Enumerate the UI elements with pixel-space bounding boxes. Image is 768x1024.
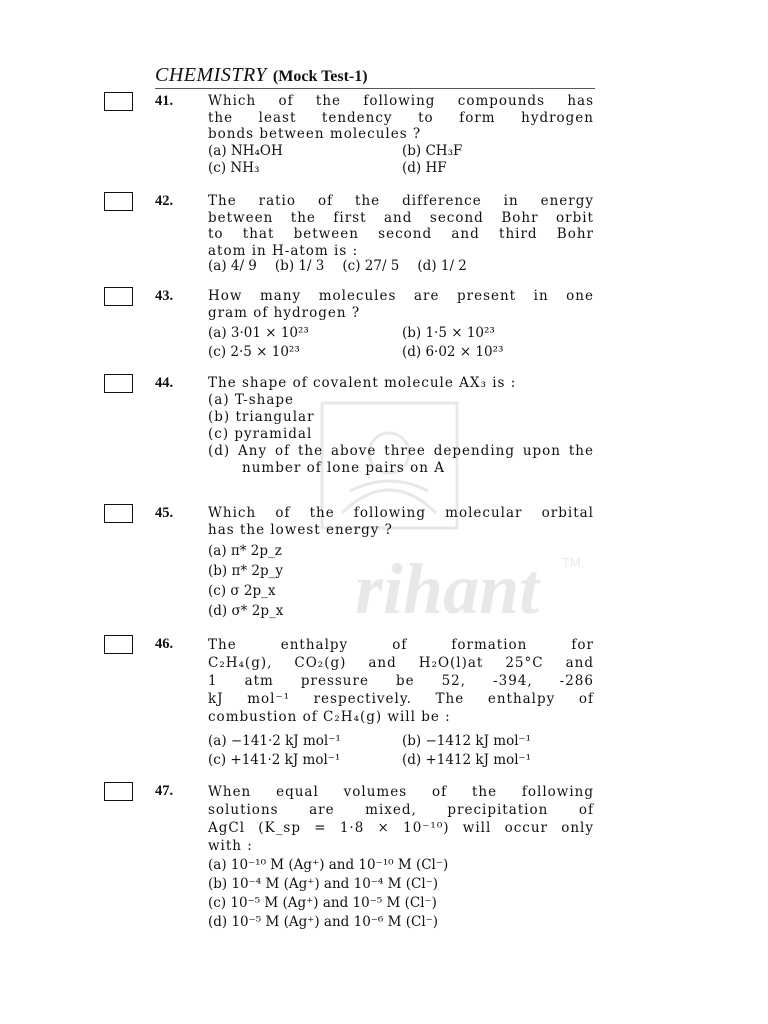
answer-box-42[interactable] bbox=[104, 192, 133, 211]
option-c[interactable]: (c) NH₃ bbox=[208, 160, 260, 176]
watermark-text: rihant bbox=[355, 549, 540, 629]
option-a[interactable]: (a) 3·01 × 10²³ bbox=[208, 325, 309, 341]
option-c[interactable]: (c) pyramidal bbox=[208, 426, 313, 442]
question-options bbox=[208, 143, 598, 177]
question-number: 46. bbox=[155, 636, 174, 652]
option-d[interactable]: (d) σ* 2p_x bbox=[208, 603, 284, 619]
answer-box-47[interactable] bbox=[104, 782, 133, 801]
question-options bbox=[208, 324, 598, 362]
question-text: How many molecules are present in one gram of hydrogen ? bbox=[208, 288, 594, 321]
option-c[interactable]: (c) 10⁻⁵ M (Ag⁺) and 10⁻⁵ M (Cl⁻) bbox=[208, 895, 437, 911]
question-text: The shape of covalent molecule AX₃ is : bbox=[208, 375, 517, 391]
option-b[interactable]: (b) 1·5 × 10²³ bbox=[402, 325, 495, 341]
option-a[interactable]: (a) 10⁻¹⁰ M (Ag⁺) and 10⁻¹⁰ M (Cl⁻) bbox=[208, 857, 449, 873]
option-a[interactable]: (a) 4/ 9 bbox=[208, 258, 257, 274]
question-options bbox=[208, 732, 598, 770]
option-b[interactable]: (b) 10⁻⁴ M (Ag⁺) and 10⁻⁴ M (Cl⁻) bbox=[208, 876, 439, 892]
option-c[interactable]: (c) 2·5 × 10²³ bbox=[208, 344, 300, 360]
question-number: 45. bbox=[155, 505, 174, 521]
question-options bbox=[208, 541, 598, 621]
question-text: When equal volumes of the following solutions are mixed, precipitation of AgCl (K_sp = 1·8 × 10⁻¹⁰) will occur only with : bbox=[208, 784, 594, 854]
option-b[interactable]: (b) π* 2p_y bbox=[208, 563, 283, 579]
option-c[interactable]: (c) 27/ 5 bbox=[342, 258, 400, 274]
question-text: Which of the following molecular orbital has the lowest energy ? bbox=[208, 505, 594, 538]
option-b[interactable]: (b) 1/ 3 bbox=[274, 258, 325, 274]
option-a[interactable]: (a) π* 2p_z bbox=[208, 543, 282, 559]
option-b[interactable]: (b) −1412 kJ mol⁻¹ bbox=[402, 733, 532, 749]
test-name: (Mock Test-1) bbox=[272, 68, 368, 85]
option-a[interactable]: (a) −141·2 kJ mol⁻¹ bbox=[208, 733, 341, 749]
answer-box-43[interactable] bbox=[104, 287, 133, 306]
option-d[interactable]: (d) +1412 kJ mol⁻¹ bbox=[402, 752, 532, 768]
question-text: Which of the following compounds has the least tendency to form hydrogen bonds between molecules ? bbox=[208, 93, 594, 142]
option-d[interactable]: (d) 10⁻⁵ M (Ag⁺) and 10⁻⁶ M (Cl⁻) bbox=[208, 914, 439, 930]
question-number: 43. bbox=[155, 288, 174, 304]
answer-box-41[interactable] bbox=[104, 92, 133, 111]
question-number: 44. bbox=[155, 375, 174, 391]
option-d[interactable]: (d) Any of the above three depending upon the number of lone pairs on A bbox=[208, 443, 594, 476]
answer-box-44[interactable] bbox=[104, 374, 133, 393]
question-options bbox=[208, 258, 598, 275]
option-a[interactable]: (a) NH₄OH bbox=[208, 143, 283, 159]
question-text: The ratio of the difference in energy between the first and second Bohr orbit to that between second and third Bohr atom in H-atom is : bbox=[208, 193, 594, 259]
question-options bbox=[208, 392, 594, 477]
subject-title: CHEMISTRY bbox=[155, 64, 267, 86]
question-options bbox=[208, 856, 598, 932]
answer-box-46[interactable] bbox=[104, 635, 133, 654]
option-c[interactable]: (c) +141·2 kJ mol⁻¹ bbox=[208, 752, 341, 768]
option-d[interactable]: (d) HF bbox=[402, 160, 447, 176]
page-title bbox=[155, 64, 595, 89]
option-d[interactable]: (d) 6·02 × 10²³ bbox=[402, 344, 504, 360]
question-number: 47. bbox=[155, 783, 174, 799]
option-a[interactable]: (a) T-shape bbox=[208, 392, 295, 408]
question-number: 41. bbox=[155, 93, 174, 109]
watermark-tm: TM. bbox=[562, 555, 585, 570]
option-d[interactable]: (d) 1/ 2 bbox=[417, 258, 467, 274]
option-c[interactable]: (c) σ 2p_x bbox=[208, 583, 276, 599]
question-number: 42. bbox=[155, 193, 174, 209]
option-b[interactable]: (b) CH₃F bbox=[402, 143, 463, 159]
question-text: The enthalpy of formation for C₂H₄(g), CO₂(g) and H₂O(l)at 25°C and 1 atm pressure be 52, -394, -286 kJ mol⁻¹ respectively. The enthalpy of combustion of C₂H₄(g) will be : bbox=[208, 637, 594, 725]
option-b[interactable]: (b) triangular bbox=[208, 409, 315, 425]
answer-box-45[interactable] bbox=[104, 504, 133, 523]
